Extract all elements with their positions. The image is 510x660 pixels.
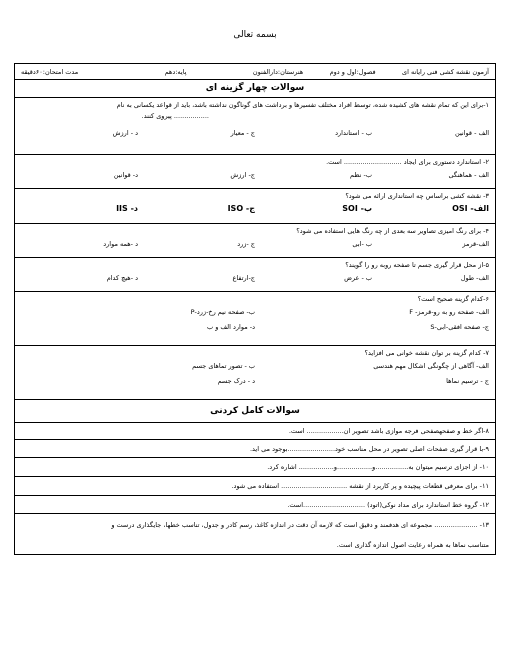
options [21,170,489,181]
option: د- IIS [116,204,138,213]
question-text: ۹-با قرار گیری صفحات اصلی تصویر در محل مناسب خود.......................بوجود می اید. [249,445,489,453]
option: ب - تصور تماهای جسم [192,362,255,370]
option: ج-ارتفاع [232,274,255,282]
question-text: ۳- نقشه کشی براساس چه استانداری ارائه می شود؟ [345,192,489,200]
option: د - درک جسم [217,377,255,385]
exam-title: آزمون نقشه کشی فنی رایانه ای [402,67,489,76]
exam-header [15,64,495,80]
exam-term: فصول:اول و دوم [329,67,376,76]
exam-sheet [14,63,496,555]
options [21,273,489,284]
question-text: ۴- برای رنگ امیزی تصاویر سه بعدی از چه رنگ هایی استفاده می شود؟ [296,227,489,235]
option: الف- OSI [452,204,489,213]
question-7 [15,346,495,400]
question-10 [15,458,495,477]
question-6 [15,292,495,346]
option: د - ارزش [112,129,138,137]
exam-school: هنرستان:دارالفنون [252,67,304,76]
option: الف - هماهنگی [448,171,489,179]
option: ب - عرض [344,274,372,282]
question-5 [15,258,495,292]
question-text: ۷- کدام گزینه بر توان نقشه خوانی می افزاید؟ [364,349,489,357]
basmala: بسمه تعالی [233,30,277,40]
option: ج - ترسیم نماها [446,377,489,385]
exam-duration: مدت امتحان:۶۰دقیقه [21,67,79,76]
option: ج- ISO [227,204,255,213]
question-13 [15,514,495,554]
question-12 [15,496,495,514]
option: د- موارد الف و ب [207,323,255,331]
question-text: ۱-برای این که تمام نقشه های کشیده شده، توسط افراد مختلف تفسیرها و برداشت های گوناگون نداشته باشد، باید از قواعد یکسانی به نام [116,101,489,109]
question-3 [15,189,495,224]
question-text: ۶-کدام گزینه صحیح است؟ [417,295,489,303]
question-4 [15,224,495,258]
section-title-fill: سوالات کامل کردنی [15,400,495,423]
option: د -هیچ کدام [106,274,138,282]
question-1 [15,98,495,155]
question-text: ۸-اگر خط و صفحهصفحی فرجه موازی باشد تصویر ان.................. است. [288,427,489,435]
options [21,307,489,318]
question-text: ................. پیروی کنند. [141,112,209,120]
option: ج- صفحه افقی-ابی-S [430,323,489,331]
option: ب- صفحه نیم رخ-زرد-P [190,308,255,316]
option: الف- طول [460,274,489,282]
question-text: ۱۳- ..................... مجموعه ای هدفمند و دقیق است که لازمه آن دقت در اندازه کاغذ، رسم کادر و جدول، تناسب خطها، جایگذاری درست و [111,521,489,529]
question-text: متناسب نماها به همراه رعایت اصول اندازه گذاری است. [336,541,489,549]
option: د- قوانین [113,171,138,179]
option: الف-قرمز [462,240,489,248]
question-text: ۵-از محل قرار گیری جسم تا صفحه روبه رو را گویند؟ [345,261,489,269]
options [21,322,489,333]
option: الف - قوانین [455,129,489,137]
option: ب- SOI [342,204,372,213]
question-9 [15,440,495,458]
question-8 [15,423,495,440]
option: ج - معیار [230,129,255,137]
question-text: ۱۲- گروه خط استاندارد برای مداد نوکی(اتود) ..............................است. [287,501,489,509]
options [21,376,489,387]
question-text: ۲- استاندارد دستوری برای ایجاد ............................ است. [326,158,489,166]
options [21,361,489,372]
question-text: ۱۰- از اجزای ترسیم میتوان به................و.................و................. اشاره کرد. [267,463,489,471]
option: ب - استاندارد [335,129,372,137]
question-11 [15,477,495,496]
option: د -همه موارد [103,240,138,248]
option: الف- صفحه رو به رو-قرمز- F [409,308,489,316]
question-2 [15,155,495,189]
question-text: ۱۱- برای معرفی قطعات پیچیده و پر کاربرد از نقشه ................................ استفاده می شود. [231,482,489,490]
section-title-mc: سوالات چهار گزینه ای [15,80,495,98]
option: ب -ابی [352,240,372,248]
option: الف- آگاهی از چگونگی اشکال مهم هندسی [373,362,489,370]
exam-grade: پایه:دهم [164,67,187,76]
options [21,203,489,214]
options [21,239,489,250]
option: ج -زرد [237,240,255,248]
options [21,128,489,139]
option: ج- ارزش [230,171,255,179]
option: ب- نظم [350,171,372,179]
